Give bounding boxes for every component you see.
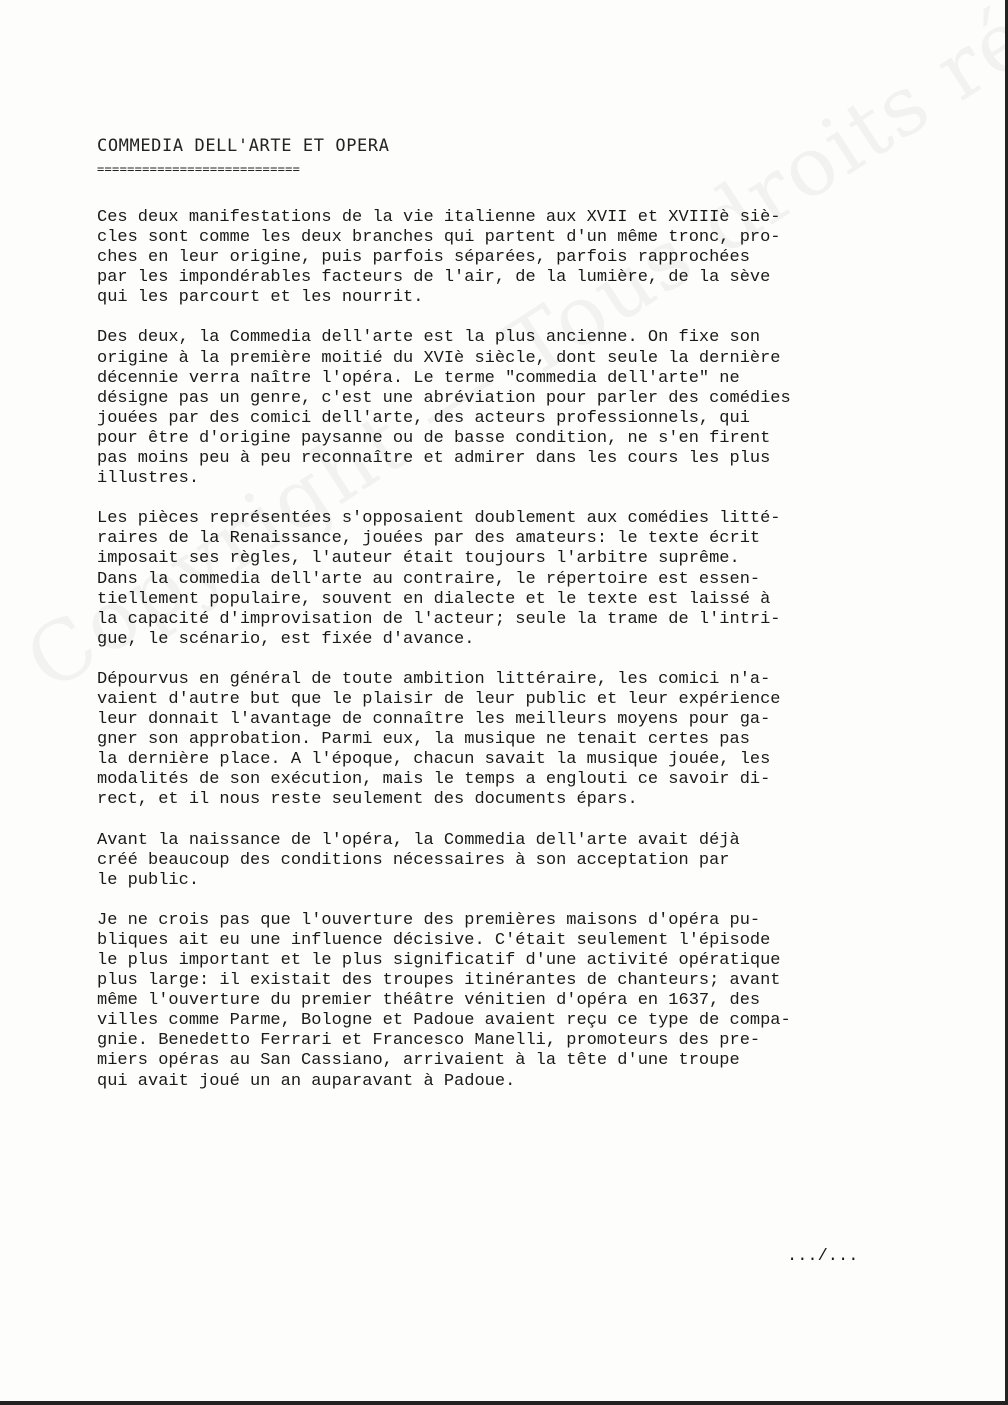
text-line: cles sont comme les deux branches qui partent d'un même tronc, pro- xyxy=(97,228,781,248)
title-underline: =========================== xyxy=(97,162,301,176)
text-line: qui les parcourt et les nourrit. xyxy=(97,288,424,308)
text-line: la capacité d'improvisation de l'acteur; seule la trame de l'intri- xyxy=(97,609,781,629)
text-line: illustres. xyxy=(97,469,200,489)
text-line: pour être d'origine paysanne ou de basse condition, ne s'en firent xyxy=(97,428,771,448)
paragraph-1 xyxy=(97,208,977,308)
text-line: désigne pas un genre, c'est une abréviation pour parler des comédies xyxy=(97,388,791,408)
text-line: Dans la commedia dell'arte au contraire, le répertoire est essen- xyxy=(97,569,761,589)
document-title: COMMEDIA DELL'ARTE ET OPERA xyxy=(97,136,390,156)
text-line: Des deux, la Commedia dell'arte est la plus ancienne. On fixe son xyxy=(97,328,761,348)
paragraph-4 xyxy=(97,670,977,811)
text-line: Ces deux manifestations de la vie italienne aux XVII et XVIIIè siè- xyxy=(97,208,781,227)
text-line: vaient d'autre but que le plaisir de leur public et leur expérience xyxy=(97,689,781,709)
paragraph-5 xyxy=(97,831,977,891)
paragraph-3 xyxy=(97,509,977,650)
continuation-mark: .../... xyxy=(787,1247,859,1266)
text-line: miers opéras au San Cassiano, arrivaient à la tête d'une troupe xyxy=(97,1051,740,1071)
text-line: villes comme Parme, Bologne et Padoue avaient reçu ce type de compa- xyxy=(97,1011,791,1031)
text-line: gnie. Benedetto Ferrari et Francesco Manelli, promoteurs des pre- xyxy=(97,1031,761,1051)
text-line: même l'ouverture du premier théâtre vénitien d'opéra en 1637, des xyxy=(97,991,761,1011)
text-line: le plus important et le plus significatif d'une activité opératique xyxy=(97,951,781,970)
text-line: la dernière place. A l'époque, chacun savait la musique jouée, les xyxy=(97,750,771,770)
text-line: ches en leur origine, puis parfois séparées, parfois rapprochées xyxy=(97,248,750,268)
text-line: modalités de son exécution, mais le temps a englouti ce savoir di- xyxy=(97,770,771,790)
text-line: Je ne crois pas que l'ouverture des premières maisons d'opéra pu- xyxy=(97,910,761,930)
text-line: origine à la première moitié du XVIè siècle, dont seule la dernière xyxy=(97,348,781,368)
text-line: le public. xyxy=(97,870,200,890)
text-line: décennie verra naître l'opéra. Le terme "commedia dell'arte" ne xyxy=(97,368,740,388)
text-line: gue, le scénario, est fixée d'avance. xyxy=(97,629,475,649)
paragraph-6 xyxy=(97,911,977,1092)
text-line: Avant la naissance de l'opéra, la Commedia dell'arte avait déjà xyxy=(97,830,740,850)
text-line: qui avait joué un an auparavant à Padoue. xyxy=(97,1071,516,1091)
text-line: créé beaucoup des conditions nécessaires à son acceptation par xyxy=(97,850,730,870)
document-body xyxy=(97,208,977,1112)
text-line: leur donnait l'avantage de connaître les meilleurs moyens pour ga- xyxy=(97,710,771,730)
text-line: rect, et il nous reste seulement des documents épars. xyxy=(97,790,638,810)
text-line: raires de la Renaissance, jouées par des amateurs: le texte écrit xyxy=(97,529,761,549)
text-line: pas moins peu à peu reconnaître et admirer dans les cours les plus xyxy=(97,449,771,469)
text-line: jouées par des comici dell'arte, des acteurs professionnels, qui xyxy=(97,408,750,428)
text-line: Les pièces représentées s'opposaient doublement aux comédies litté- xyxy=(97,509,781,529)
paragraph-2 xyxy=(97,328,977,489)
text-line: Dépourvus en général de toute ambition littéraire, les comici n'a- xyxy=(97,669,771,689)
text-line: plus large: il existait des troupes itinérantes de chanteurs; avant xyxy=(97,971,781,991)
text-line: tiellement populaire, souvent en dialecte et le texte est laissé à xyxy=(97,589,771,609)
text-line: par les impondérables facteurs de l'air, de la lumière, de la sève xyxy=(97,268,771,288)
text-line: imposait ses règles, l'auteur était toujours l'arbitre suprême. xyxy=(97,549,740,569)
text-line: gner son approbation. Parmi eux, la musique ne tenait certes pas xyxy=(97,730,750,750)
text-line: bliques ait eu une influence décisive. C'était seulement l'épisode xyxy=(97,930,771,950)
